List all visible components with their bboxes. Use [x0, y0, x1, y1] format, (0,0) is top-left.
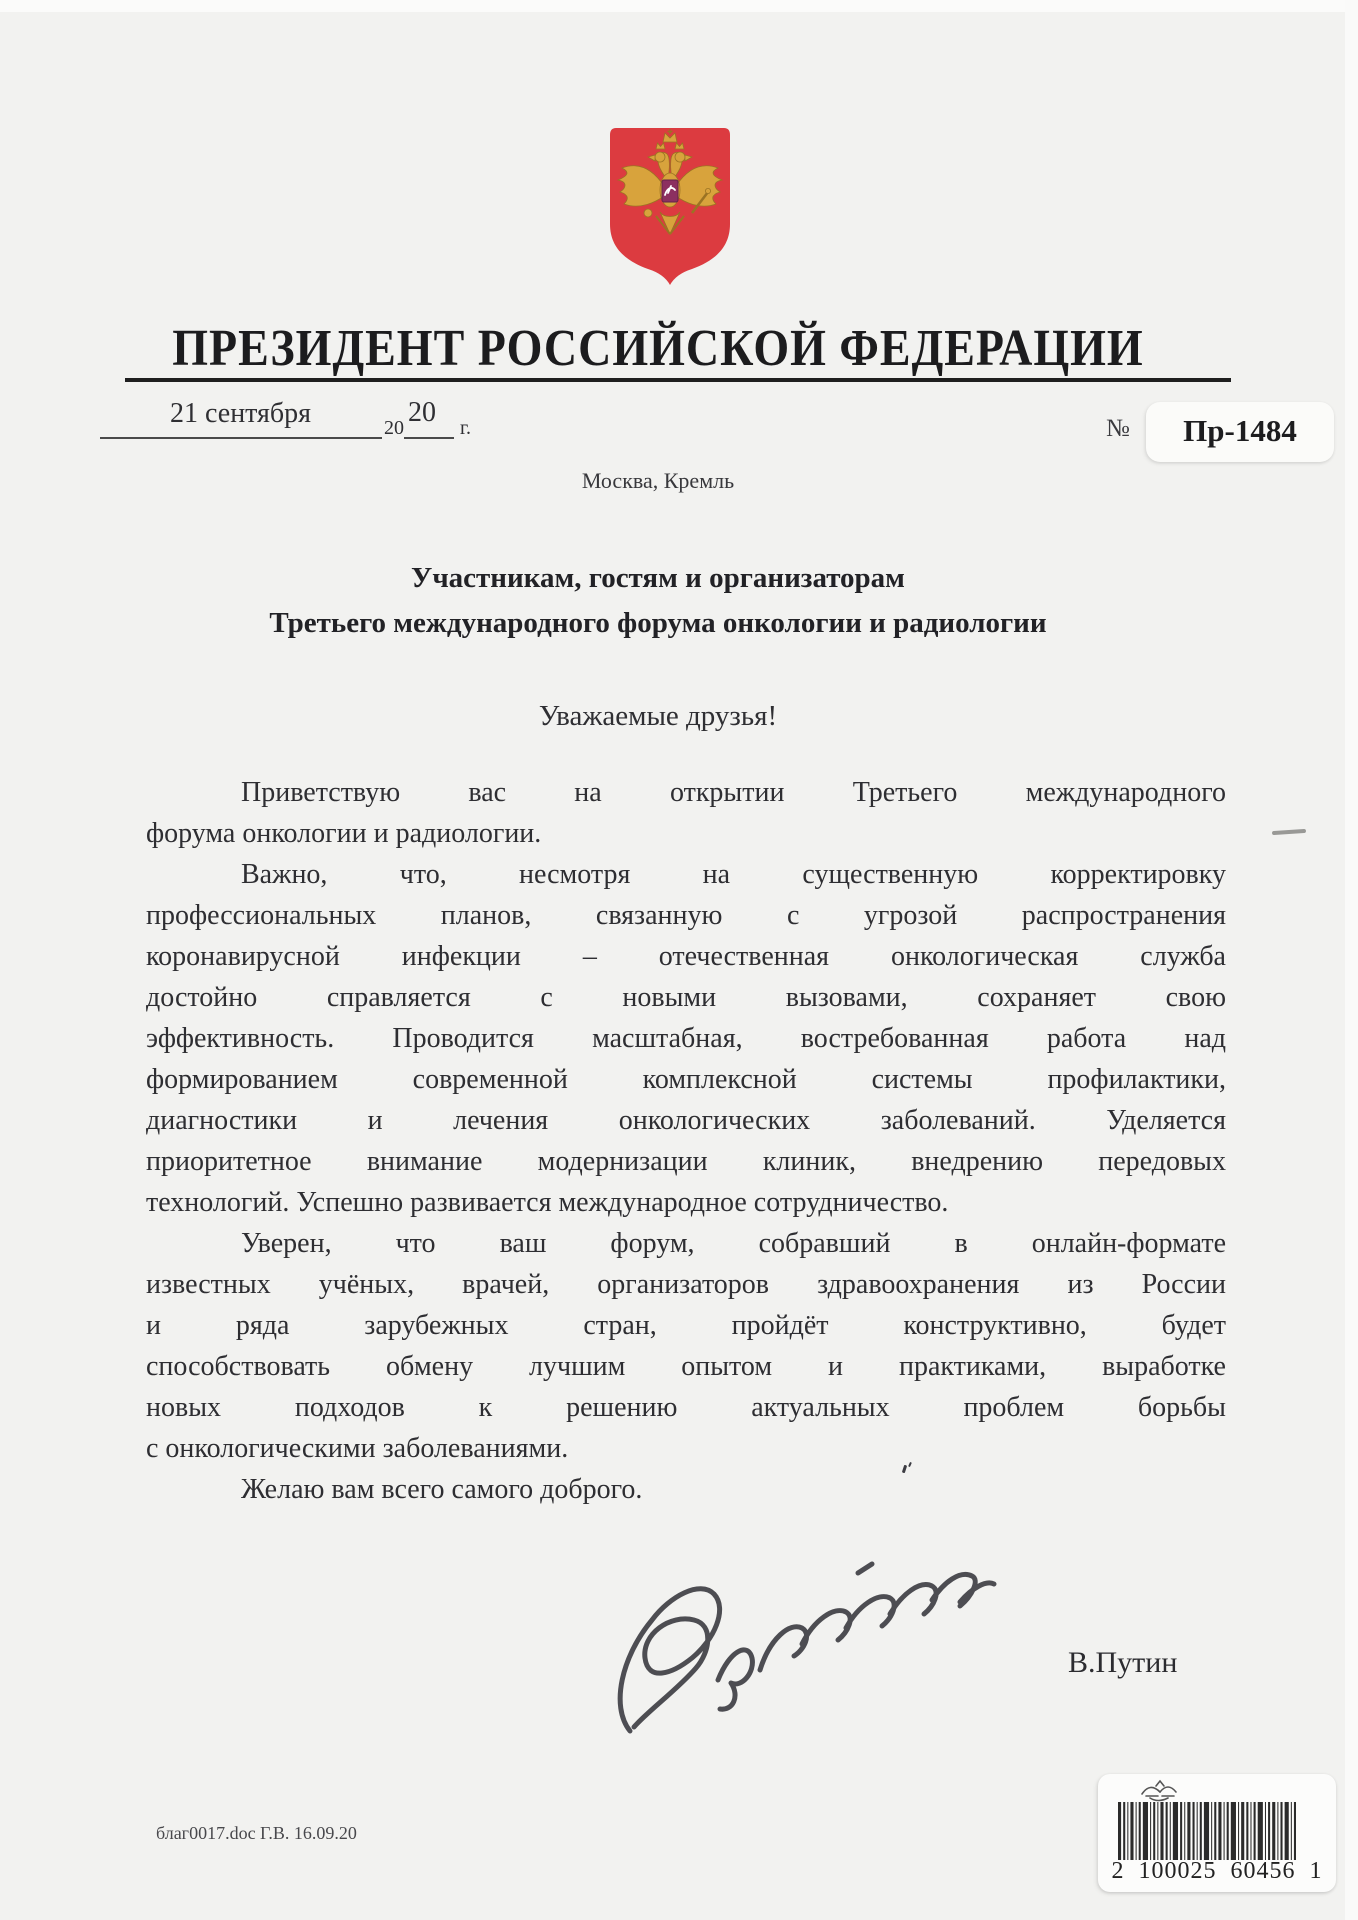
body-line: формированием современной комплексной системы профилактики, [146, 1064, 1226, 1095]
body-line: новых подходов к решению актуальных проблем борьбы [146, 1392, 1226, 1423]
body-line: форума онкологии и радиологии. [146, 818, 542, 849]
sticker-eagle-icon [1136, 1778, 1184, 1802]
letter-body [146, 772, 1226, 1510]
addressee-line-2: Третьего международного форума онкологии и радиологии [269, 607, 1047, 639]
body-line: технологий. Успешно развивается международное сотрудничество. [146, 1187, 949, 1218]
russian-coat-of-arms-icon [610, 128, 730, 286]
date-century: 20 [384, 417, 404, 439]
addressee-block [0, 556, 1316, 646]
body-line: приоритетное внимание модернизации клиник, внедрению передовых [146, 1146, 1226, 1177]
body-line: способствовать обмену лучшим опытом и практиками, выработке [146, 1351, 1226, 1382]
scan-artifact-ink-mark [903, 1462, 913, 1474]
barcode-bars [1118, 1802, 1296, 1860]
body-line: Важно, что, несмотря на существенную корректировку [241, 859, 1226, 890]
body-line: Уверен, что ваш форум, собравший в онлайн-формате [241, 1228, 1226, 1259]
body-line: диагностики и лечения онкологических заболеваний. Уделяется [146, 1105, 1226, 1136]
body-line: Желаю вам всего самого доброго. [241, 1474, 643, 1505]
barcode-sticker [1098, 1774, 1336, 1892]
scan-artifact-dash [1272, 829, 1306, 835]
number-sign: № [1106, 415, 1130, 442]
date-suffix: г. [460, 417, 471, 439]
header-divider [125, 378, 1231, 382]
date-underline [100, 437, 382, 439]
body-line: известных учёных, врачей, организаторов здравоохранения из России [146, 1269, 1226, 1300]
document-number-sticker: Пр-1484 [1146, 402, 1334, 462]
document-reference: благ0017.doc Г.В. 16.09.20 [156, 1823, 357, 1843]
barcode-digits: 2 100025 60456 1 [1111, 1858, 1323, 1884]
body-line: эффективность. Проводится масштабная, востребованная работа над [146, 1023, 1226, 1054]
salutation: Уважаемые друзья! [538, 700, 778, 732]
body-line: коронавирусной инфекции – отечественная онкологическая служба [146, 941, 1226, 972]
body-line: с онкологическими заболеваниями. [146, 1433, 569, 1464]
body-line: Приветствую вас на открытии Третьего международного [241, 777, 1226, 808]
page-title: ПРЕЗИДЕНТ РОССИЙСКОЙ ФЕДЕРАЦИИ [172, 319, 1144, 377]
date-underline-short [404, 437, 454, 439]
body-line: профессиональных планов, связанную с угрозой распространения [146, 900, 1226, 931]
date-year: 20 [408, 397, 436, 428]
place-line: Москва, Кремль [581, 468, 735, 493]
date-value: 21 сентября [170, 398, 312, 429]
body-line: и ряда зарубежных стран, пройдёт конструктивно, будет [146, 1310, 1226, 1341]
handwritten-signature [600, 1538, 1000, 1743]
signature-name: В.Путин [1068, 1646, 1178, 1679]
addressee-line-1: Участникам, гостям и организаторам [411, 562, 905, 594]
body-line: достойно справляется с новыми вызовами, сохраняет свою [146, 982, 1226, 1013]
